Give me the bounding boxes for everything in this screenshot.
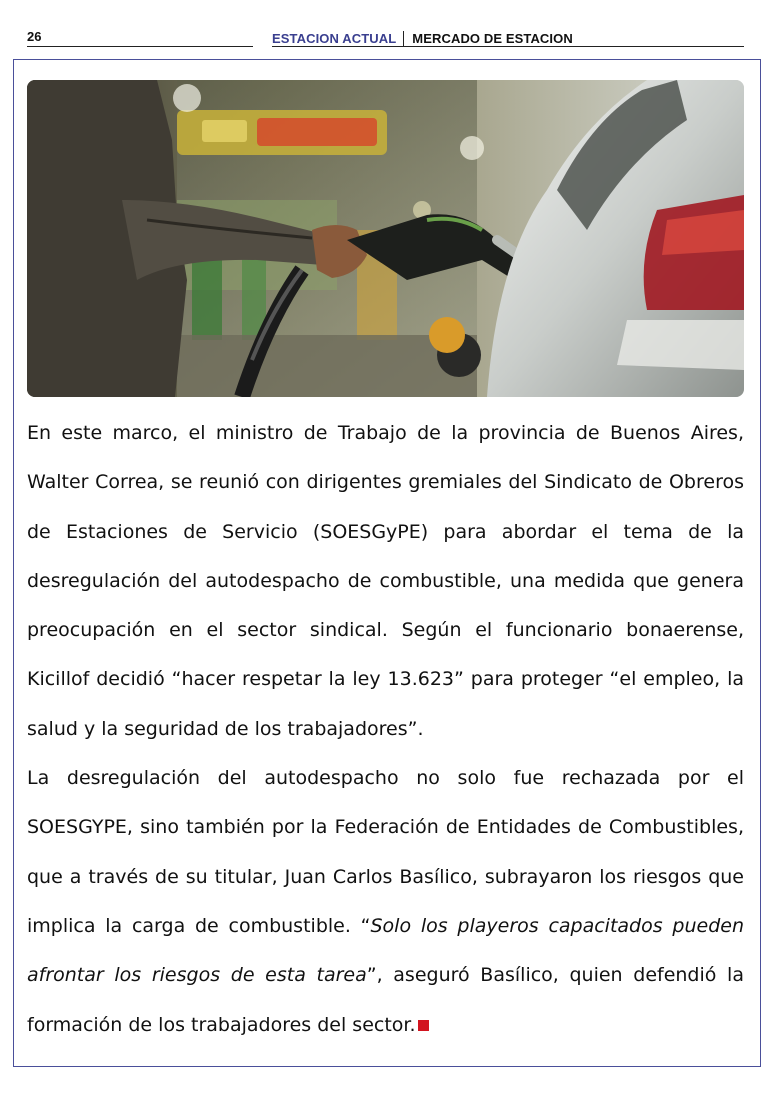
article-body bbox=[27, 409, 744, 1050]
fuel-pump-photo-art bbox=[27, 80, 744, 397]
subsection-title: MERCADO DE ESTACION bbox=[412, 31, 573, 46]
header-rule-right bbox=[272, 46, 744, 47]
fuel-pump-photo bbox=[27, 80, 744, 397]
section-title: ESTACION ACTUAL bbox=[272, 31, 397, 46]
page-number: 26 bbox=[27, 29, 42, 44]
article-paragraph-1: En este marco, el ministro de Trabajo de la provincia de Buenos Aires, Walter Correa, se reunió con dirigentes gremiales del Sindicato de Obreros de Estaciones de Servicio (SOESGyPE) para abordar el tema de la desregulación del autodespacho de combustible, una medida que genera preocupación en el sector sindical. Según el funcionario bonaerense, Kicillof decidió “hacer respetar la ley 13.623” para proteger “el empleo, la salud y la seguridad de los trabajadores”. bbox=[27, 422, 744, 740]
paragraph-2-start: La desregulación del autodespacho no solo fue rechazada por el SOESGYPE, sino también por la Federación de Entidades de Combustibles, que a través de su titular, Juan Carlos Basílico, subrayaron los riesgos que implica la carga de combustible. “ bbox=[27, 767, 744, 937]
end-of-article-mark bbox=[418, 1020, 429, 1031]
section-separator bbox=[403, 31, 404, 46]
paragraph-2-end: ”, aseguró Basílico, quien defendió la formación de los trabajadores del sector. bbox=[27, 964, 744, 1036]
section-header bbox=[272, 31, 573, 46]
header-rule-left bbox=[27, 46, 253, 47]
paragraph-2-quote: Solo los playeros capacitados pueden afrontar los riesgos de esta tarea bbox=[27, 914, 744, 987]
article-paragraph-2 bbox=[27, 754, 744, 1050]
